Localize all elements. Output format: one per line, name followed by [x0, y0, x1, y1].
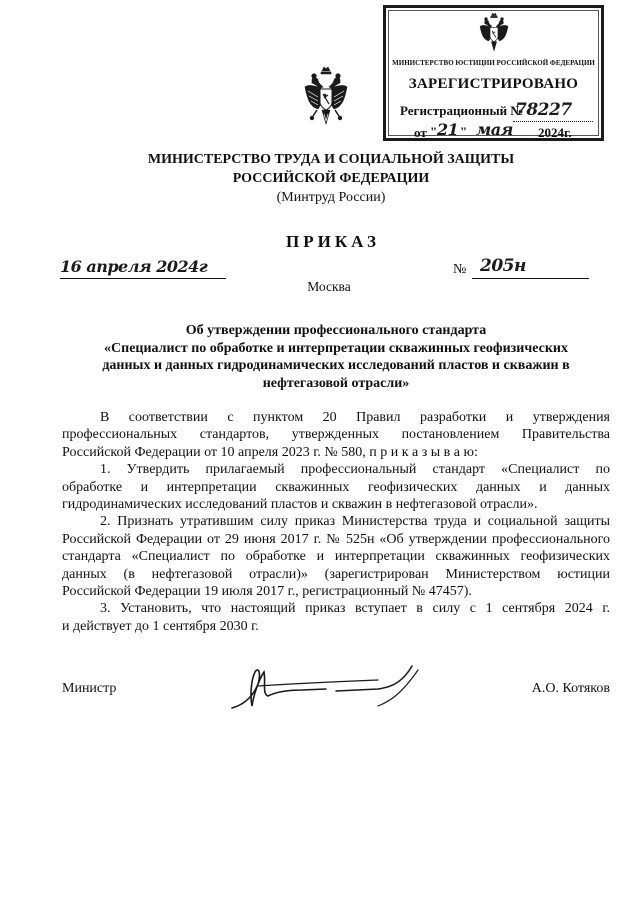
ministry-header: [146, 150, 516, 207]
body-paragraph-item-3: [62, 600, 610, 635]
order-body: [62, 409, 610, 635]
signatory-name: А.О. Котяков: [531, 681, 610, 696]
document-type-title: ПРИКАЗ: [286, 232, 380, 251]
stamp-registration-label: Регистрационный №: [400, 103, 524, 118]
body-line: данных (в нефтегазовой отрасли)» (зарегистрирован Министерством юстиции: [62, 566, 610, 582]
registration-stamp: [383, 5, 604, 141]
ministry-short-name: (Минтруд России): [276, 190, 386, 205]
body-line: 1. Утвердить прилагаемый профессиональный стандарт «Специалист по: [100, 462, 610, 478]
order-number-label: №: [453, 262, 467, 277]
order-subject: [62, 322, 610, 393]
body-line: Российской Федерации 19 июля 2017 г., регистрационный № 47457).: [62, 583, 472, 599]
coat-of-arms-icon: [303, 64, 349, 130]
subject-line: данных и данных гидродинамических исследований пластов и скважин в: [102, 358, 570, 374]
city: Москва: [307, 279, 351, 294]
stamp-registration-number-line: [513, 100, 593, 122]
body-line: 3. Установить, что настоящий приказ вступает в силу с 1 сентября 2024 г.: [100, 601, 610, 617]
stamp-registered-label: ЗАРЕГИСТРИРОВАНО: [408, 76, 579, 92]
subject-line: нефтегазовой отрасли»: [262, 376, 410, 392]
order-number-line: [472, 256, 589, 279]
ministry-name-line1: МИНИСТЕРСТВО ТРУДА И СОЦИАЛЬНОЙ ЗАЩИТЫ: [147, 152, 515, 167]
stamp-date-month: мая: [476, 120, 513, 139]
body-line: 2. Признать утратившим силу приказ Министерства труда и социальной защиты: [100, 514, 610, 530]
order-number: 205н: [480, 256, 526, 276]
body-line: стандарта «Специалист по обработке и интерпретации скважинных геофизических: [62, 549, 610, 565]
stamp-date-month-line: [470, 120, 532, 141]
body-line: Российской Федерации от 29 июня 2017 г. № 525н «Об утверждении профессионального: [62, 531, 610, 547]
ministry-name-line2: РОССИЙСКОЙ ФЕДЕРАЦИИ: [232, 171, 430, 186]
stamp-ministry-name: МИНИСТЕРСТВО ЮСТИЦИИ РОССИЙСКОЙ ФЕДЕРАЦИИ: [392, 59, 595, 67]
handwritten-signature: [228, 660, 428, 714]
signatory-position: Министр: [62, 681, 117, 696]
subject-line: Об утверждении профессионального стандарта: [185, 323, 487, 338]
body-paragraph-item-1: [62, 461, 610, 513]
body-line: гидродинамических исследований пластов и скважин в нефтегазовой отрасли».: [62, 496, 538, 512]
order-date: 16 апреля 2024г: [60, 257, 208, 276]
stamp-registration-number: 78227: [515, 100, 572, 120]
body-paragraph-item-2: [62, 513, 610, 600]
stamp-date-quote-open: ": [430, 124, 438, 139]
stamp-date-day: 21: [437, 120, 459, 139]
stamp-date-prefix: от: [414, 125, 427, 140]
body-line: и действует до 1 сентября 2030 г.: [62, 618, 259, 634]
body-line: обработке и интерпретации скважинных геофизических данных и данных: [62, 479, 610, 495]
stamp-date-year: 2024г.: [538, 125, 572, 140]
stamp-date-quote-close: ": [460, 124, 468, 139]
subject-line: «Специалист по обработке и интерпретации скважинных геофизических: [104, 340, 568, 356]
stamp-coat-of-arms-icon: [477, 11, 511, 55]
body-line: Российской Федерации от 10 апреля 2023 г. № 580, п р и к а з ы в а ю:: [62, 444, 478, 460]
order-date-line: [60, 257, 226, 279]
body-line: профессиональных стандартов, утвержденных постановлением Правительства: [62, 427, 610, 443]
body-paragraph-preamble: [62, 409, 610, 461]
body-line: В соответствии с пунктом 20 Правил разработки и утверждения: [100, 410, 610, 425]
